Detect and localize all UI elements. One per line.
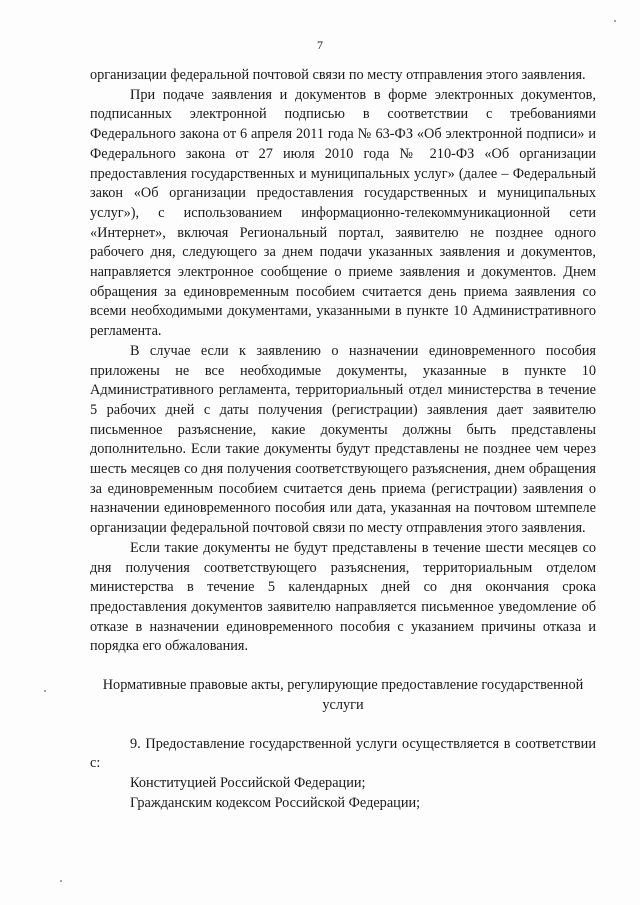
scan-speck: [60, 880, 62, 882]
paragraph-electronic-submission: При подаче заявления и документов в форме электронных документов, подписанных электронной подписью в соответствии с требованиями Федерального закона от 6 апреля 2011 года № 63-ФЗ «Об электронной подписи» и Федерального закона от 27 июля 2010 года № 210-ФЗ «Об организации предоставления государственных и муниципальных услуг» (далее – Федеральный закон «Об организации предоставления государственных и муниципальных услуг»), с использованием информационно-телекоммуникационной сети «Интернет», включая Региональный портал, заявителю не позднее одного рабочего дня, следующего за днем подачи указанных заявления и документов, направляется электронное сообщение о приеме заявления и документов. Днем обращения за единовременным пособием считается день приема заявления со всеми необходимыми документами, указанными в пункте 10 Административного регламента.: [90, 86, 596, 340]
page-number: 7: [317, 38, 323, 52]
list-intro: 9. Предоставление государственной услуги осуществляется в соответствии с:: [90, 735, 596, 772]
scan-speck: [614, 20, 616, 22]
paragraph-missing-documents: В случае если к заявлению о назначении единовременного пособия приложены не все необходимые документы, указанные в пункте 10 Административного регламента, территориальный отдел министерства в течение 5 рабочих дней с даты получения (регистрации) заявления дает заявителю письменное разъяснение, какие документы должны быть представлены дополнительно. Если такие документы будут представлены не позднее чем через шесть месяцев со дня получения соответствующего разъяснения, днем обращения за единовременным пособием считается день приема (регистрации) заявления о назначении единовременного пособия или дата, указанная на почтовом штемпеле организации федеральной почтовой связи по месту отправления этого заявления.: [90, 342, 596, 537]
paragraph-continuation: организации федеральной почтовой связи по месту отправления этого заявления.: [90, 67, 586, 83]
list-item: Гражданским кодексом Российской Федерации;: [130, 794, 421, 811]
scan-speck: [44, 690, 46, 692]
section-heading: Нормативные правовые акты, регулирующие предоставление государственной услуги: [102, 677, 584, 713]
document-body: [90, 66, 596, 813]
list-item: Конституцией Российской Федерации;: [130, 774, 366, 791]
paragraph-refusal-notice: Если такие документы не будут представлены в течение шести месяцев со дня получения соответствующего разъяснения, территориальным отделом министерства в течение 5 календарных дней со дня окончания срока предоставления документов заявителю направляется письменное уведомление об отказе в назначении единовременного пособия с указанием причины отказа и порядка его обжалования.: [90, 539, 596, 655]
